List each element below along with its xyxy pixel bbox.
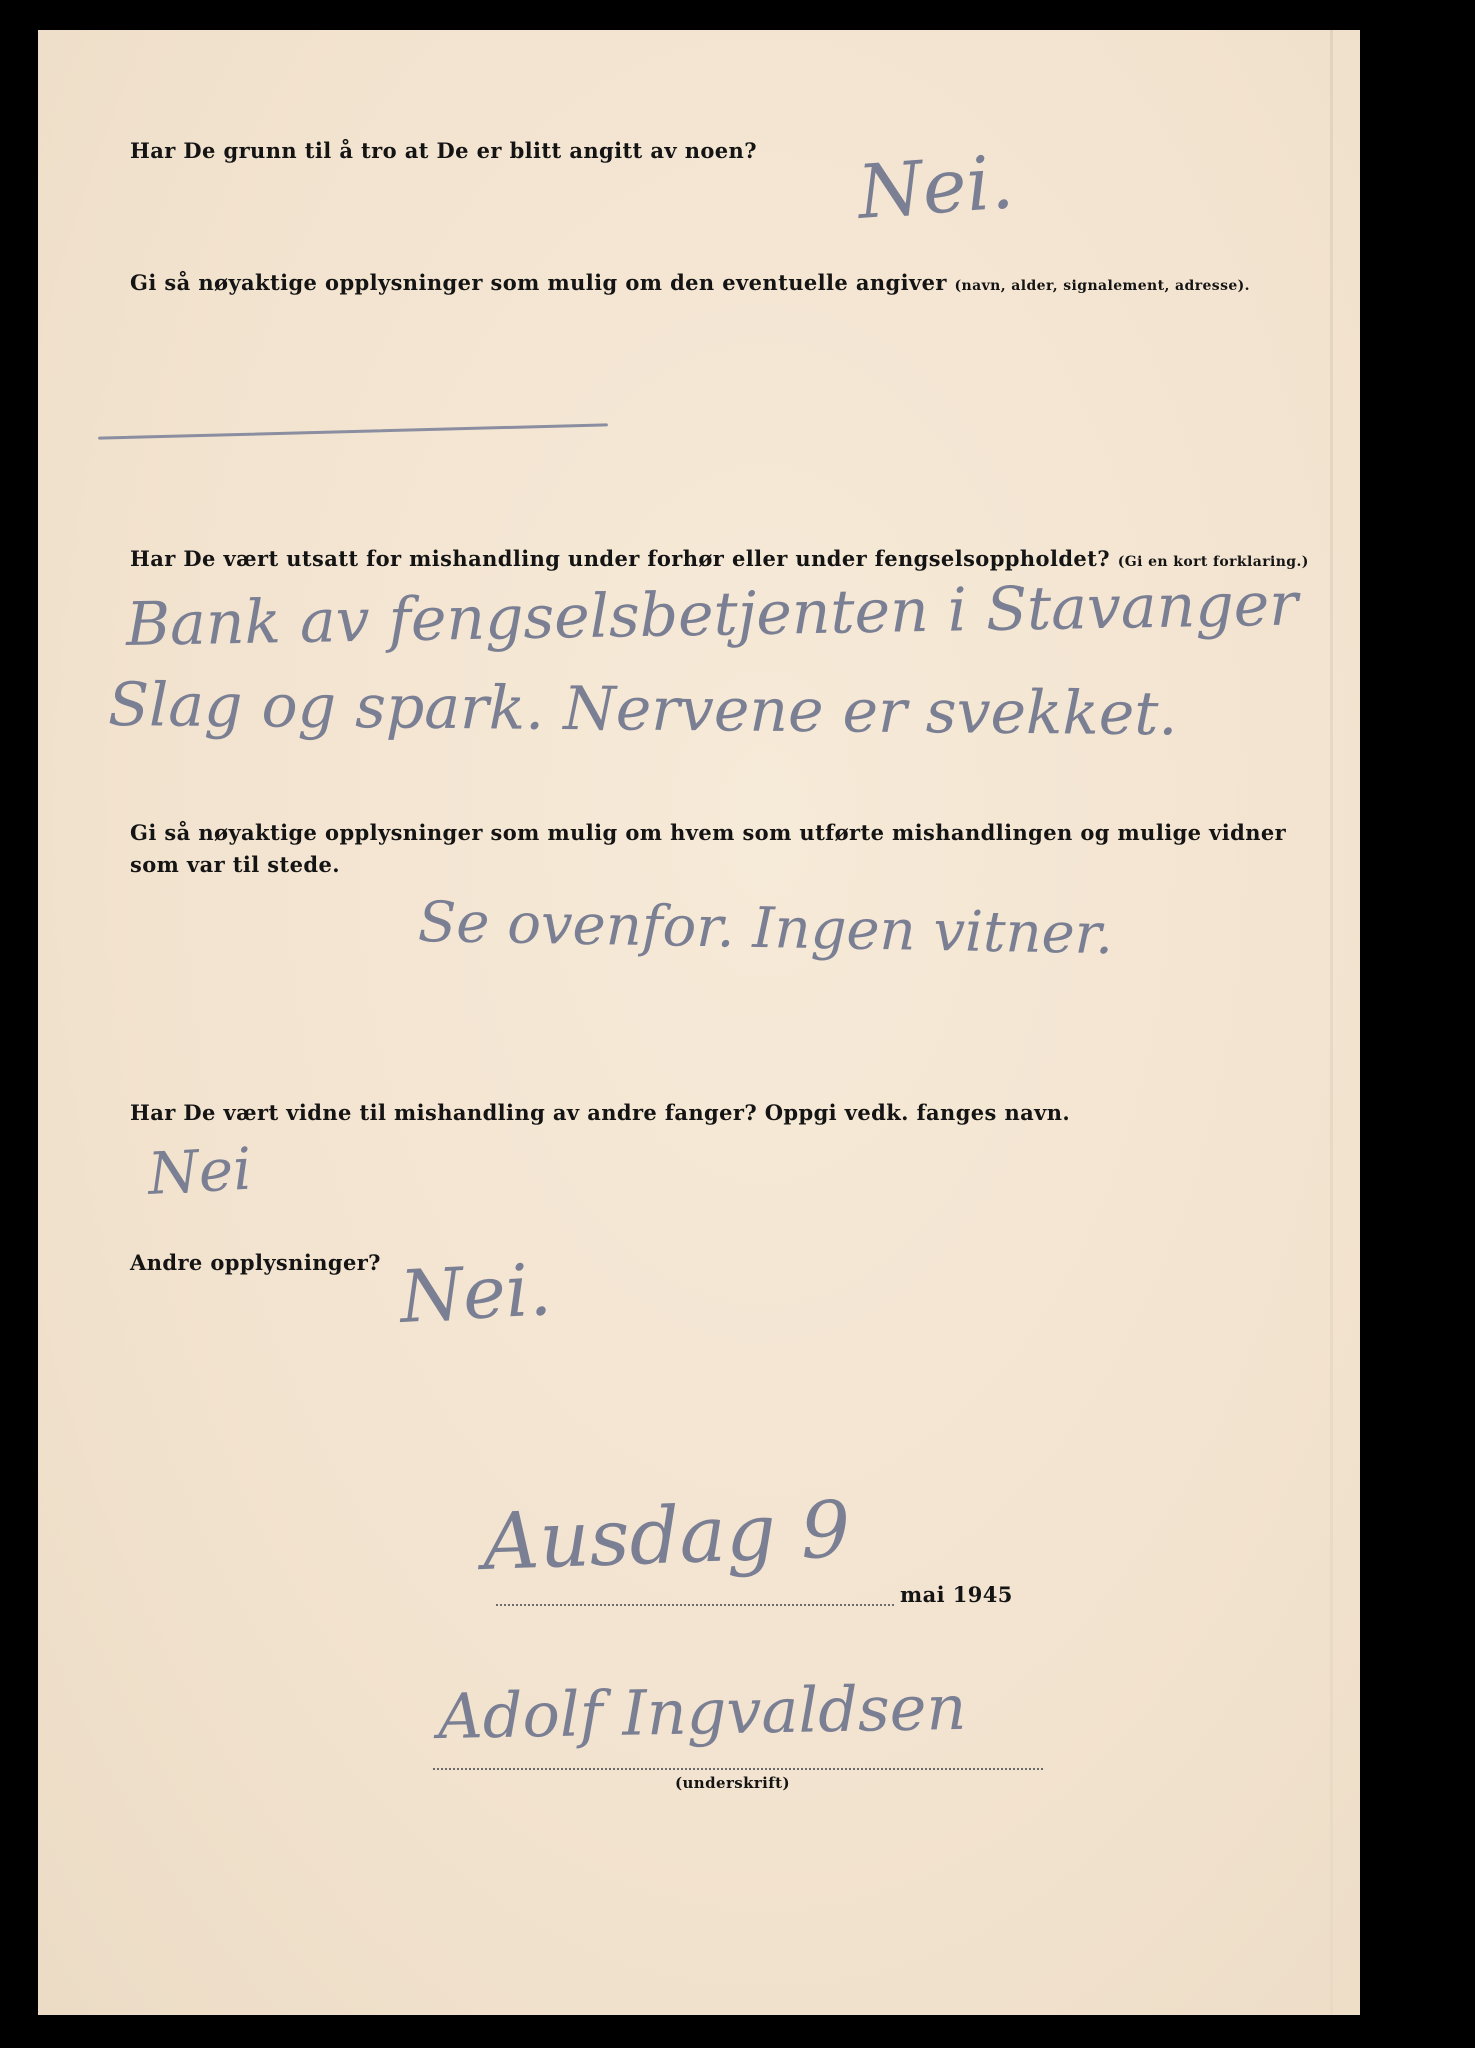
date-line xyxy=(496,1604,894,1606)
answer-3-line-2: Slag og spark. Nervene er svekket. xyxy=(107,670,1178,750)
document-page xyxy=(38,30,1360,2015)
bleed-through-heading xyxy=(398,330,407,360)
question-3-main: Har De vært utsatt for mishandling under forhør eller under fengselsoppholdet? xyxy=(130,546,1110,571)
question-2-main: Gi så nøyaktige opplysninger som mulig om den eventuelle angiver xyxy=(130,270,947,295)
date-printed: mai 1945 xyxy=(900,1582,1013,1607)
question-6: Andre opplysninger? xyxy=(130,1250,381,1275)
answer-4: Se ovenfor. Ingen vitner. xyxy=(417,890,1114,968)
question-4-line-2: som var til stede. xyxy=(130,852,340,877)
question-3 xyxy=(130,546,1309,571)
answer-3-line-1: Bank av fengselsbetjenten i Stavanger xyxy=(125,569,1299,660)
answer-6: Nei. xyxy=(397,1247,554,1339)
question-1: Har De grunn til å tro at De er blitt angitt av noen? xyxy=(130,138,757,163)
answer-2-dash xyxy=(98,423,608,439)
answer-5: Nei xyxy=(146,1134,254,1208)
question-2 xyxy=(130,270,1250,295)
answer-1: Nei. xyxy=(855,139,1017,236)
page-fold-mark xyxy=(1330,30,1333,2015)
date-place-handwritten: Ausdag 9 xyxy=(481,1485,852,1588)
question-5: Har De vært vidne til mishandling av andre fanger? Oppgi vedk. fanges navn. xyxy=(130,1100,1071,1125)
signature-label: (underskrift) xyxy=(675,1774,790,1792)
signature-handwritten: Adolf Ingvaldsen xyxy=(437,1670,967,1753)
question-4-line-1: Gi så nøyaktige opplysninger som mulig om hvem som utførte mishandlingen og mulige vidner xyxy=(130,820,1287,845)
question-3-note: (Gi en kort forklaring.) xyxy=(1117,554,1309,570)
question-2-note: (navn, alder, signalement, adresse). xyxy=(954,278,1250,294)
signature-line xyxy=(433,1768,1043,1770)
